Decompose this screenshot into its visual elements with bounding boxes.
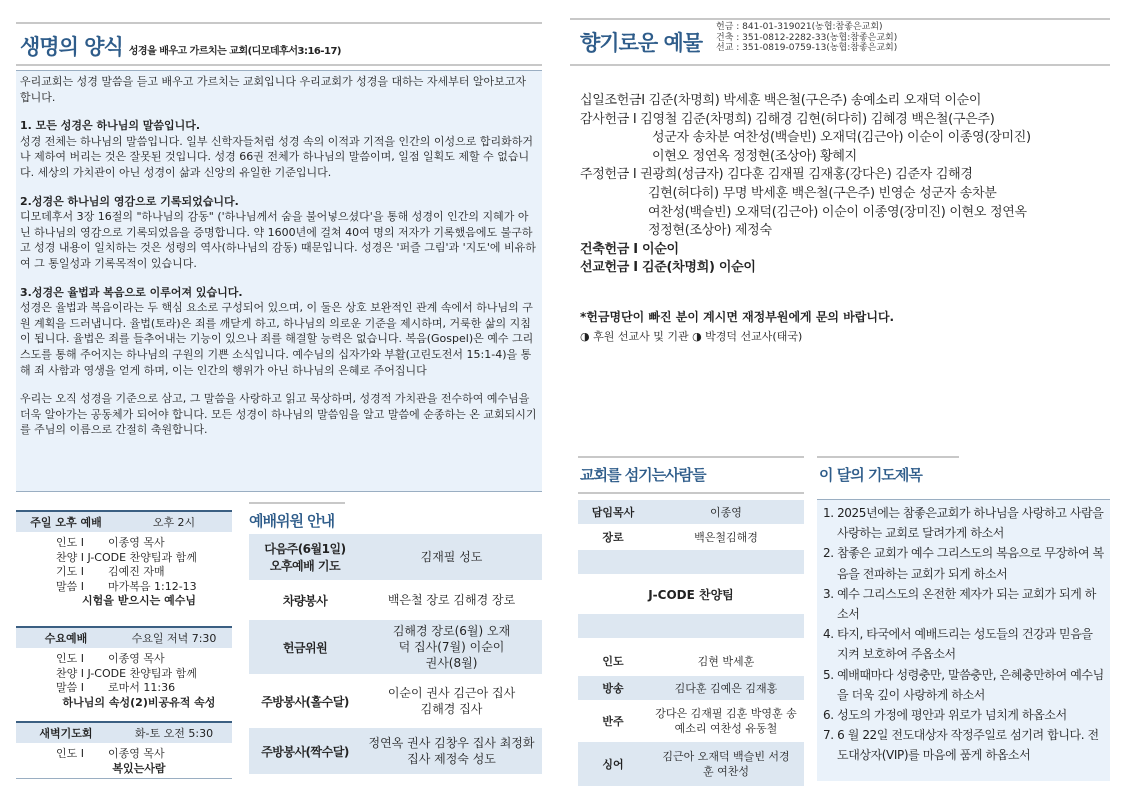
intro-closing: 우리는 오직 성경을 기준으로 삼고, 그 말씀을 사랑하고 읽고 묵상하며, 성경적 가치관을 전수하여 예수님을 더욱 알아가는 공동체가 되어야 합니다. 모든 성경이 하나님의 말씀임을 알고 말씀에 순종하는 온 교회되시기를 주님의 이름으로 간절히 축원합니다. (20, 392, 537, 437)
intro-paragraph-3: 성경은 율법과 복음이라는 두 핵심 요소로 구성되어 있으며, 이 둘은 상호 보완적인 관계 속에서 하나님의 구원 계획을 드러냅니다. 율법(토라)은 죄를 깨닫게 하고, 하나님의 의로운 기준을 제시하며, 거룩한 삶의 지침이 됩니다. 율법은 죄를 들추어내는 기능이 있으나 죄를 해결할 능력은 없습니다. 복음(Gospel)은 예수 그리스도를 통해 주어지는 하나님의 구원의 기쁜 소식입니다. 예수님의 십자가와 부활(고린도전서 15:1-4)을 통해 죄 사함과 영생을 얻게 하며, 이는 인간의 행위가 아닌 하나님의 은혜로 주어집니다 (20, 301, 534, 377)
right-header (580, 27, 702, 57)
committee-table (249, 534, 542, 776)
servers-title-line (578, 456, 804, 458)
left-header-top-line (16, 22, 542, 24)
offering-line: 정정현(조상아) 제정숙 (648, 223, 772, 239)
servers-row: 장로 백은철김해경 (602, 530, 758, 544)
sched-row: 기도 I 김예진 자매 (56, 565, 165, 578)
prayer-title-line (817, 456, 959, 458)
offering-title: 향기로운 예물 (580, 31, 703, 55)
jcode-team-title: J-CODE 찬양팀 (648, 587, 734, 602)
wednesday-service-header (16, 626, 232, 648)
dawn-prayer-title: 새벽기도회 (39, 727, 93, 740)
servers-table (578, 500, 804, 786)
prayer-title: 이 달의 기도제목 (819, 466, 922, 484)
sunday-service (16, 510, 232, 611)
offering-line: 여찬성(백슬빈) 오재덕(김근아) 이순이 이종영(장미진) 이현오 정연옥 (648, 204, 1027, 220)
prayer-item: 3. 예수 그리스도의 온전한 제자가 되는 교회가 되게 하소서 (823, 586, 1096, 622)
right-header-bottom-line (570, 64, 1110, 66)
wednesday-service (16, 626, 232, 712)
committee-title: 예배위원 안내 (249, 512, 335, 530)
sched-row: 말씀 I 마가복음 1:12-13 (56, 579, 197, 593)
servers-row: 담임목사 이종영 (578, 500, 804, 524)
wednesday-service-title: 수요예배 (44, 632, 88, 645)
dawn-prayer-header (16, 721, 232, 743)
intro-opening: 우리교회는 성경 말씀을 듣고 배우고 가르치는 교회입니다 우리교회가 성경을 대하는 자세부터 알아보고자 합니다. (20, 75, 527, 104)
committee-row: 헌금위원 김해경 장로(6월) 오재덕 집사(7월) 이순이 권사(8월) (249, 620, 542, 676)
committee-row: 주방봉사(홀수달) 이순이 권사 김근아 집사 김해경 집사 (249, 676, 542, 728)
offering-list (580, 92, 1120, 278)
account-mission: 선교 : 351-0819-0759-13(농협:참좋은교회) (716, 43, 898, 53)
wednesday-service-time: 수요일 저녁 7:30 (131, 632, 217, 645)
dawn-sermon-title: 복있는사람 (112, 761, 166, 775)
sunday-service-title: 주일 오후 예배 (30, 516, 102, 529)
offering-line: 이현오 정연옥 정정현(조상아) 황혜지 (652, 148, 857, 164)
prayer-item: 1. 2025년에는 참좋은교회가 하나님을 사랑하고 사람을 사랑하는 교회로 달려가게 하소서 (823, 506, 1104, 541)
sched-row: 말씀 I 로마서 11:36 (56, 681, 176, 694)
prayer-item: 6. 성도의 가정에 평안과 위로가 넘치게 하옵소서 (823, 708, 1067, 723)
page-subtitle: 성경을 배우고 가르치는 교회(디모데후서3:16-17) (128, 46, 341, 57)
offering-line: 성군자 송차분 여찬성(백슬빈) 오재덕(김근아) 이순이 이종영(장미진) (652, 130, 1031, 146)
account-building: 건축 : 351-0812-2282-33(농협:참좋은교회) (716, 32, 898, 43)
intro-heading-3: 3.성경은 율법과 복음으로 이루어져 있습니다. (20, 285, 243, 299)
prayer-item: 5. 예배때마다 성령충만, 말씀충만, 은혜충만하여 예수님을 더욱 깊이 사랑하게 하소서 (823, 667, 1104, 702)
left-header (20, 31, 341, 61)
servers-title-underline (578, 492, 804, 494)
right-header-top-line (570, 18, 1110, 20)
mission-support: ◑ 후원 선교사 및 기관 ◑ 박경덕 선교사(태국) (580, 330, 803, 343)
servers-row: 반주 강다은 김재필 김훈 박영훈 송예소리 여찬성 유동철 (602, 707, 797, 735)
committee-row: 주방봉사(짝수달) 정연옥 권사 김창우 집사 최정화 집사 제정숙 성도 (249, 728, 542, 776)
intro-paragraph-2: 디모데후서 3장 16절의 "하나님의 감동" ('하나님께서 숨을 불어넣으셨다'을 통해 성경이 인간의 지혜가 아닌 하나님의 영감으로 기록되었음을 증명합니다. 약 1600년에 걸쳐 40여 명의 저자가 기록했음에도 불구하고 성경 내용이 일치하는 것은 성령의 역사(하나님의 감동) 때문입니다. 성경은 '퍼즐 그림'과 '지도'에 비유하여 그 통일성과 기록목적이 있습니다. (20, 210, 536, 270)
offering-line: 선교헌금 I 김준(차명희) 이순이 (580, 260, 756, 276)
sunday-service-header (16, 510, 232, 532)
sched-row: 인도 I 이종영 목사 (56, 747, 165, 760)
offering-line: 건축헌금 I 이순이 (580, 241, 679, 257)
prayer-item: 2. 참좋은 교회가 예수 그리스도의 복음으로 무장하여 복음을 전파하는 교회가 되게 하소서 (823, 546, 1104, 581)
sched-row: 찬양 I J-CODE 찬양팀과 함께 (56, 666, 197, 680)
committee-title-line (249, 502, 345, 504)
wednesday-sermon-title: 하나님의 속성(2)비공유적 속성 (62, 695, 216, 709)
committee-row: 차량봉사 백은철 장로 김해경 장로 (249, 582, 542, 620)
sunday-service-time: 오후 2시 (152, 516, 196, 529)
dawn-prayer-time: 화-토 오전 5:30 (134, 727, 214, 740)
intro-paragraph-1: 성경 전체는 하나님의 말씀입니다. 일부 신학자들처럼 성경 속의 이적과 기적을 인간의 이성으로 합리화하거나 제하여 버리는 것은 잘못된 것입니다. 성경 66권 전체가 하나님의 말씀이며, 일점 일획도 제할 수 없습니다. 세상의 가치관이 아닌 성경이 삶과 신앙의 유일한 기준입니다. (20, 134, 533, 179)
intro-panel (16, 70, 542, 492)
servers-band (578, 614, 804, 638)
prayer-list (817, 499, 1110, 781)
left-header-bottom-line (16, 64, 542, 66)
sched-row: 인도 I 이종영 목사 (56, 652, 165, 665)
servers-band (578, 550, 804, 574)
sunday-sermon-title: 시험을 받으시는 예수님 (82, 594, 196, 607)
prayer-item: 7. 6 월 22일 전도대상자 작정주일로 섬기려 합니다. 전도대상자(VIP)를 마음에 품게 하옵소서 (823, 728, 1099, 763)
offering-line: 주정헌금 I 권광희(성금자) 김다훈 김재필 김재홍(강다은) 김준자 김해경 (580, 167, 973, 183)
intro-heading-1: 1. 모든 성경은 하나님의 말씀입니다. (20, 119, 201, 133)
offering-notice: *헌금명단이 빠진 분이 계시면 재정부원에게 문의 바랍니다. (580, 310, 895, 324)
sched-row: 찬양 I J-CODE 찬양팀과 함께 (56, 550, 197, 564)
sched-row: 인도 I 이종영 목사 (56, 536, 165, 549)
page-title: 생명의 양식 (20, 35, 123, 59)
dawn-prayer (16, 721, 232, 779)
servers-row: 방송 김다훈 김예은 김재홍 (578, 676, 804, 700)
account-numbers (716, 22, 897, 54)
offering-line: 김현(허다히) 무명 박세훈 백은철(구은주) 빈영순 성군자 송차분 (648, 185, 997, 201)
servers-title: 교회를 섬기는사람들 (580, 466, 706, 484)
intro-heading-2: 2.성경은 하나님의 영감으로 기록되었습니다. (20, 194, 239, 208)
prayer-item: 4. 타지, 타국에서 예배드리는 성도들의 건강과 믿음을 지켜 보호하여 주옵소서 (823, 627, 1093, 662)
servers-row: 인도 김현 박세훈 (602, 654, 755, 668)
committee-row: 다음주(6월1일) 오후예배 기도 김재필 성도 (249, 534, 542, 582)
offering-line: 십일조헌금I 김준(차명희) 박세훈 백은철(구은주) 송예소리 오재덕 이순이 (580, 93, 982, 108)
servers-row: 싱어 김근아 오재덕 백슬빈 서경훈 여찬성 (578, 742, 804, 786)
account-offering: 헌금 : 841-01-319021(농협:참좋은교회) (716, 22, 883, 32)
offering-line: 감사헌금 I 김영철 김준(차명희) 김해경 김현(허다히) 김혜경 백은철(구은주) (580, 111, 995, 127)
